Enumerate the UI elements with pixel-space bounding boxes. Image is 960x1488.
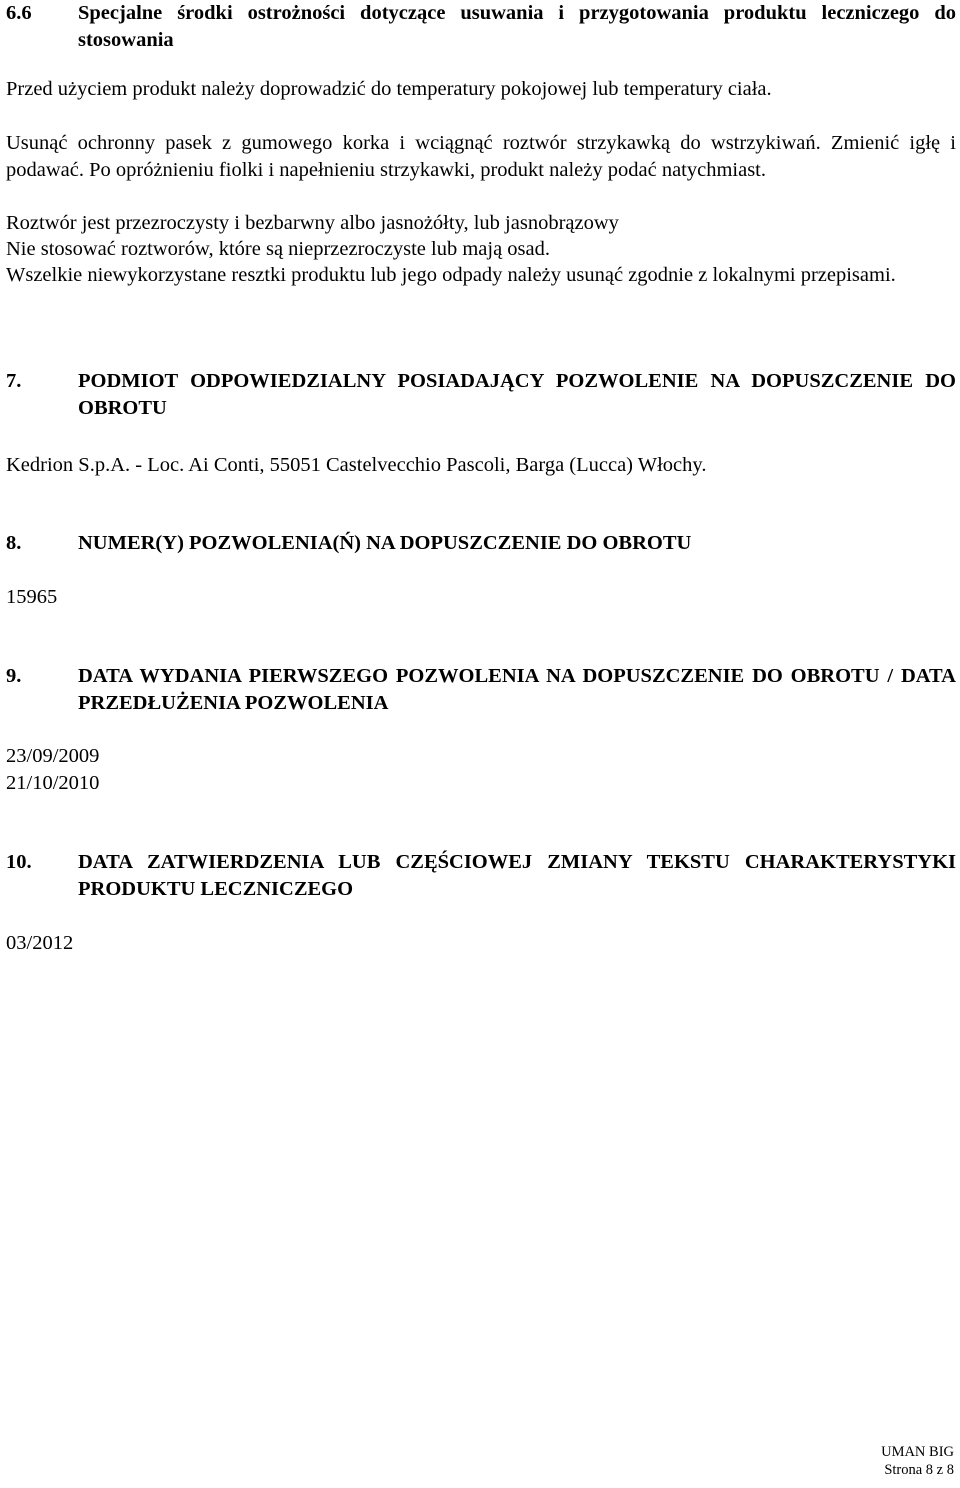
paragraph-line: Nie stosować roztworów, które są nieprzezroczyste lub mają osad. — [6, 238, 551, 260]
section-number: 7. — [6, 370, 22, 392]
section-title: DATA ZATWIERDZENIA LUB CZĘŚCIOWEJ ZMIANY TEKSTU CHARAKTERYSTYKI PRODUKTU LECZNICZEGO — [78, 851, 956, 900]
section-8-heading — [6, 530, 956, 557]
section-title: PODMIOT ODPOWIEDZIALNY POSIADAJĄCY POZWOLENIE NA DOPUSZCZENIE DO OBROTU — [78, 370, 956, 419]
revision-date: 03/2012 — [6, 932, 74, 954]
section-number: 8. — [6, 532, 22, 554]
page-footer — [881, 1443, 954, 1479]
product-code: UMAN BIG — [881, 1444, 954, 1460]
authorisation-number: 15965 — [6, 586, 58, 608]
section-number: 6.6 — [6, 2, 32, 24]
section-10-heading — [6, 849, 956, 903]
paragraph-line: Roztwór jest przezroczysty i bezbarwny albo jasnożółty, lub jasnobrązowy — [6, 212, 619, 234]
first-authorisation-date: 23/09/2009 — [6, 745, 100, 767]
paragraph: Wszelkie niewykorzystane resztki produktu lub jego odpady należy usunąć zgodnie z lokalnymi przepisami. — [6, 264, 896, 286]
paragraph: Kedrion S.p.A. - Loc. Ai Conti, 55051 Castelvecchio Pascoli, Barga (Lucca) Włochy. — [6, 454, 707, 476]
page-number: Strona 8 z 8 — [884, 1462, 954, 1478]
section-title: NUMER(Y) POZWOLENIA(Ń) NA DOPUSZCZENIE DO OBROTU — [78, 532, 692, 554]
paragraph: Przed użyciem produkt należy doprowadzić do temperatury pokojowej lub temperatury ciała. — [6, 78, 772, 100]
section-number: 10. — [6, 851, 32, 873]
section-title: Specjalne środki ostrożności dotyczące usuwania i przygotowania produktu leczniczego do stosowania — [78, 2, 956, 51]
paragraph: Usunąć ochronny pasek z gumowego korka i wciągnąć roztwór strzykawką do wstrzykiwań. Zmienić igłę i podawać. Po opróżnieniu fiolki i napełnieniu strzykawki, produkt należy podać natychmiast. — [6, 132, 956, 181]
section-9-heading — [6, 663, 956, 717]
section-6-6-heading — [6, 0, 956, 54]
section-7-heading — [6, 368, 956, 422]
section-number: 9. — [6, 665, 22, 687]
renewal-date: 21/10/2010 — [6, 772, 100, 794]
section-title: DATA WYDANIA PIERWSZEGO POZWOLENIA NA DOPUSZCZENIE DO OBROTU / DATA PRZEDŁUŻENIA POZWOLENIA — [78, 665, 956, 714]
